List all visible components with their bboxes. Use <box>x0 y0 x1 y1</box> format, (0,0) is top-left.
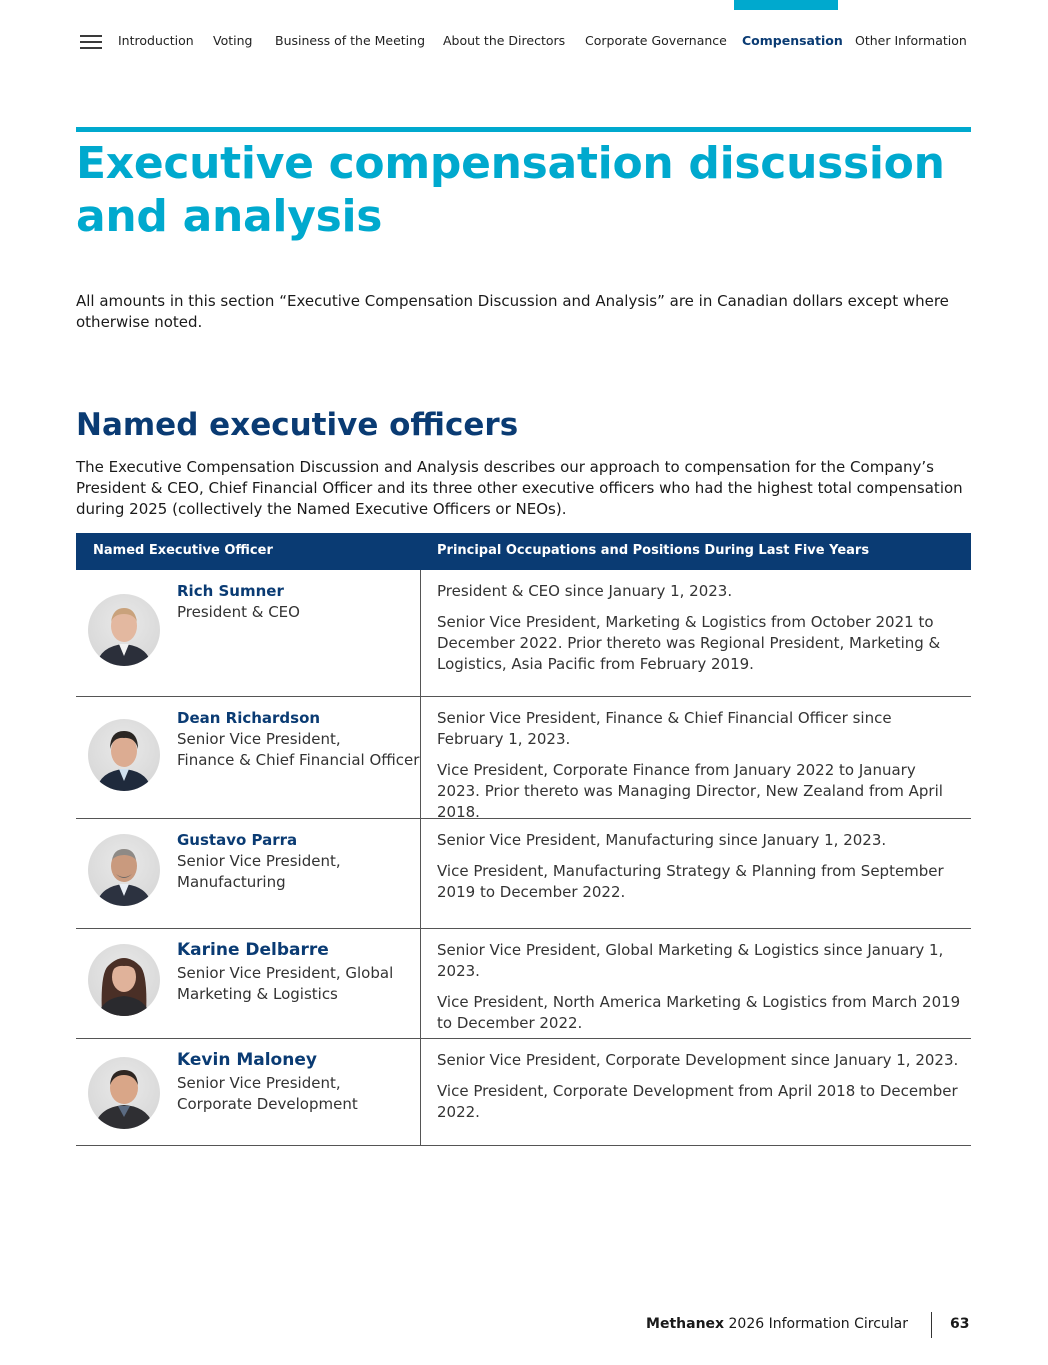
footer-doc-name: 2026 Information Circular <box>728 1316 908 1332</box>
avatar-dean-richardson <box>88 719 160 791</box>
occupations: Senior Vice President, Corporate Development since January 1, 2023. Vice President, Corporate Development from April 2018 to December 2022. <box>437 1051 959 1121</box>
intro-paragraph: All amounts in this section “Executive Compensation Discussion and Analysis” are in Canadian dollars except where otherwise noted. <box>76 292 949 331</box>
nav-active-indicator <box>734 0 838 10</box>
occupations: Senior Vice President, Manufacturing since January 1, 2023. Vice President, Manufacturing Strategy & Planning from September 2019 to December 2022. <box>437 831 944 901</box>
column-header-occupations: Principal Occupations and Positions During Last Five Years <box>437 543 870 558</box>
occupations: Senior Vice President, Global Marketing & Logistics since January 1, 2023. Vice President, North America Marketing & Logistics from March 2019 to December 2022. <box>437 941 961 1032</box>
nav-item-business-of-the-meeting[interactable]: Business of the Meeting <box>275 33 425 48</box>
section-title: Named executive officers <box>76 407 519 443</box>
exec-title: Senior Vice President, Corporate Development <box>177 1074 358 1113</box>
nav-item-voting[interactable]: Voting <box>213 33 253 48</box>
avatar-karine-delbarre <box>88 944 160 1016</box>
top-navigation <box>0 0 1048 70</box>
table-row <box>76 570 971 697</box>
exec-title: Senior Vice President, Manufacturing <box>177 852 341 891</box>
nav-item-corporate-governance[interactable]: Corporate Governance <box>585 33 727 48</box>
page-footer <box>0 1312 1048 1342</box>
exec-title: Senior Vice President, Global Marketing & Logistics <box>177 964 394 1003</box>
page-number: 63 <box>950 1316 970 1332</box>
table-row <box>76 929 971 1039</box>
exec-title: President & CEO <box>177 603 300 621</box>
footer-divider <box>931 1312 932 1338</box>
exec-name: Gustavo Parra <box>177 831 298 849</box>
hamburger-menu-icon[interactable] <box>80 35 102 49</box>
title-rule <box>76 127 971 132</box>
exec-title: Senior Vice President, Finance & Chief Financial Officer <box>177 730 420 769</box>
footer-document-title <box>646 1316 908 1332</box>
footer-brand: Methanex <box>646 1316 725 1332</box>
table-row <box>76 819 971 929</box>
page-title-line-2: and analysis <box>76 191 383 242</box>
page-title-line-1: Executive compensation discussion <box>76 138 945 189</box>
avatar-gustavo-parra <box>88 834 160 906</box>
table-header <box>76 533 971 570</box>
section-description: The Executive Compensation Discussion and Analysis describes our approach to compensation for the Company’s President & CEO, Chief Financial Officer and its three other executive officers who had the highest total compensation during 2025 (collectively the Named Executive Officers or NEOs). <box>76 458 963 518</box>
exec-name: Dean Richardson <box>177 709 321 727</box>
nav-item-introduction[interactable]: Introduction <box>118 33 194 48</box>
nav-item-other-information[interactable]: Other Information <box>855 33 967 48</box>
exec-name: Kevin Maloney <box>177 1050 317 1070</box>
occupations: President & CEO since January 1, 2023. Senior Vice President, Marketing & Logistics from October 2021 to December 2022. Prior thereto was Regional President, Marketing & Logistics, Asia Pacific from February 2019. <box>437 582 941 673</box>
avatar-kevin-maloney <box>88 1057 160 1129</box>
nav-item-about-the-directors[interactable]: About the Directors <box>443 33 566 48</box>
column-header-officer: Named Executive Officer <box>93 543 273 558</box>
nav-item-compensation[interactable]: Compensation <box>742 33 843 48</box>
page-title <box>76 137 971 243</box>
occupations: Senior Vice President, Finance & Chief Financial Officer since February 1, 2023. Vice President, Corporate Finance from January 2022 to January 2023. Prior thereto was Managing Director, New Zealand from April 2018. <box>437 709 943 821</box>
table-row <box>76 1039 971 1146</box>
avatar-rich-sumner <box>88 594 160 666</box>
table-row <box>76 697 971 819</box>
exec-name: Rich Sumner <box>177 582 284 600</box>
exec-name: Karine Delbarre <box>177 940 329 960</box>
